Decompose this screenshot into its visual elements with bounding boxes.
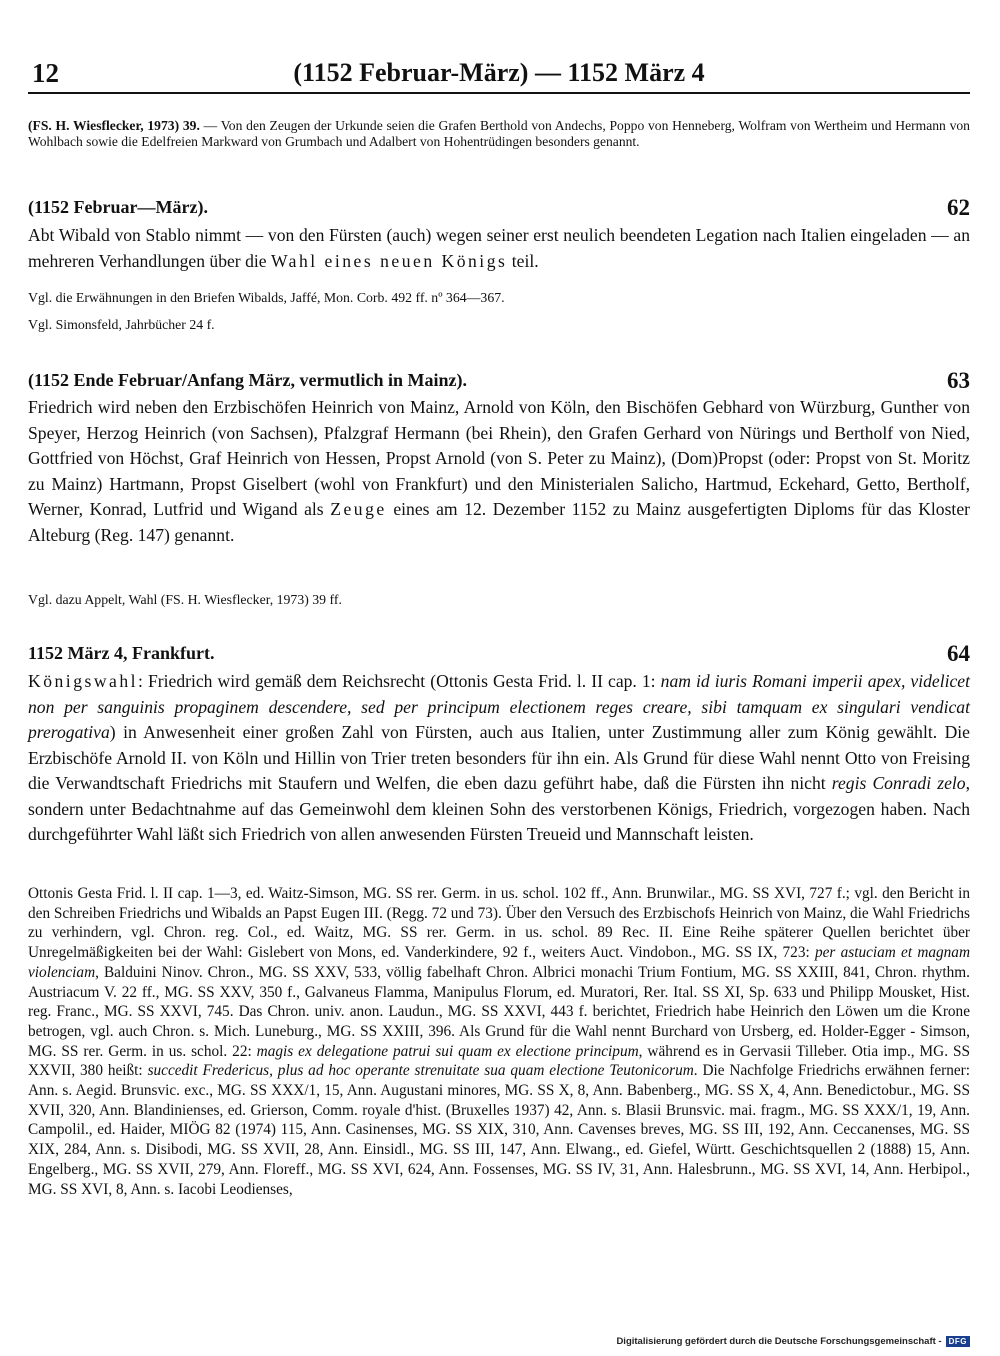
entry-text-part: ) in Anwesenheit einer großen Zahl von Fürsten, auch aus Italien, unter Zustimmung aller zum König gewählt. Die Erzbischöfe Arnold II. von Köln und Hillin von Trier treten besonders für ihn ein. Als Grund für diese Wahl nennt Otto von Freising die Verwandtschaft Friedrichs mit Staufern und Welfen, die eben dazu geführt habe, daß die Fürsten ihn nicht [28,722,970,793]
entry-number: 64 [947,641,970,666]
entry-spaced-text: Königswahl [28,671,139,691]
entry-text-part: : Friedrich wird gemäß dem Reichsrecht (Ottonis Gesta Frid. l. II cap. 1: [138,671,661,691]
entry-64-text [28,669,970,848]
entry-date: 1152 März 4, Frankfurt. [28,643,215,663]
sources-text: Ottonis Gesta Frid. l. II cap. 1—3, ed. Waitz-Simson, MG. SS rer. Germ. in us. schol. 102 ff., Ann. Brunwilar., MG. SS XVI, 727 f.; vgl. den Bericht in den Schreiben Friedrichs und Wibalds an Papst Eugen III. (Regg. 72 und 73). Über den Versuch des Erzbischofs Heinrich von Mainz, die Wahl Friedrichs zu verhindern, vgl. Chron. reg. Col., ed. Waitz, MG. SS rer. Germ. in us. schol. 89 Rec. II. Eine Reihe späterer Quellen berichtet über Unregelmäßigkeiten bei der Wahl: Gislebert von Mons, ed. Vanderkindere, 92 f., weiters Auct. Vindobon., MG. SS IX, 723: [28,885,970,962]
entry-63-note-1: Vgl. dazu Appelt, Wahl (FS. H. Wiesflecker, 1973) 39 ff. [28,592,342,607]
running-title: (1152 Februar-März) — 1152 März 4 [293,58,705,87]
latin-quote: succedit Fredericus, plus ad hoc operante strenuitate sua quam electione Teutonicorum [147,1062,694,1080]
entry-63-heading [28,370,970,396]
entry-spaced-text: Zeuge [330,499,387,519]
entry-text-part: eines am 12. Dezember 1152 zu Mainz ausgefertigten Diploms für das Kloster Alteburg (Reg. 147) genannt. [28,499,970,545]
sources-text: . Die Nachfolge Friedrichs erwähnen ferner: Ann. s. Aegid. Brunsvic. exc., MG. SS XXX/1, 15, Ann. Augustani minores, MG. SS X, 8, Ann. Babenberg., MG. SS X, 4, Ann. Benedictobur., MG. SS XVII, 320, Ann. Blandinienses, ed. Grierson, Comm. royale d'hist. (Bruxelles 1937) 42, Ann. s. Blasii Brunsvic. mai. fragm., MG. SS XXX/1, 19, Ann. Campolil., ed. Haider, MIÖG 82 (1974) 115, Ann. Casinenses, MG. SS XIX, 310, Ann. Cavenses breves, MG. SS III, 192, Ann. Ceccanenses, MG. SS XIX, 284, Ann. s. Disibodi, MG. SS XVII, 28, Ann. Einsidl., MG. SS III, 147, Ann. Elwang., ed. Giefel, Württ. Geschichtsquellen 2 (1888) 15, Ann. Engelberg., MG. SS XVII, 279, Ann. Floreff., MG. SS XVI, 624, Ann. Fossenses, MG. SS IV, 31, Ann. Halesbrunn., MG. SS XVI, 14, Ann. Herbipol., MG. SS XVI, 8, Ann. s. Iacobi Leodienses, [28,1062,970,1198]
entry-number: 62 [947,195,970,220]
preceding-note-text: — Von den Zeugen der Urkunde seien die Grafen Berthold von Andechs, Poppo von Henneberg, Wolfram von Wertheim und Hermann von Wohlbach sowie die Edelfreien Markward von Grumbach und Adalbert von Hohentrüdingen besonders genannt. [28,118,970,149]
entry-64-heading [28,643,970,669]
entry-date: (1152 Ende Februar/Anfang März, vermutlich in Mainz). [28,370,467,390]
page-header [28,58,970,94]
sources-text: , während es in Gervasii Tilleber. Otia imp., MG. SS XXVII, 380 heißt: [28,1042,970,1080]
latin-quote: per astuciam et magnam violenciam [28,944,971,981]
entry-text-part: Abt Wibald von Stablo nimmt — von den Fürsten (auch) wegen seiner erst neulich beendeten Legation nach Italien eingeladen — an mehreren Verhandlungen über die [28,225,970,271]
entry-date: (1152 Februar—März). [28,197,208,217]
footer-credit [616,1336,970,1347]
latin-quote: nam id iuris Romani imperii apex, videlicet non per sanguinis propaginem descendere, sed per principum electionem reges creare, sibi tamquam ex singulari vendicat prerogativa [28,671,970,742]
entry-number: 63 [947,368,970,393]
dfg-logo-icon: DFG [946,1336,970,1347]
entry-text-part: Friedrich wird neben den Erzbischöfen Heinrich von Mainz, Arnold von Köln, den Bischöfen Gebhard von Würzburg, Gunther von Speyer, Herzog Heinrich (von Sachsen), Pfalzgraf Hermann (bei Rhein), den Grafen Gerhard von Nürings und Bertholf von Nied, Gottfried von Höchst, Graf Heinrich von Hessen, Propst Arnold (von S. Peter zu Mainz), (Dom)Propst (oder: Propst von St. Moritz zu Mainz) Hartmann, Propst Giselbert (wohl von Frankfurt) und den Ministerialen Salicho, Hartmud, Eckehard, Getto, Bertholf, Werner, Konrad, Lutfrid und Wigand als [28,397,970,519]
entry-spaced-text: Wahl eines neuen Königs [270,250,508,271]
preceding-note [28,118,970,149]
entry-text-part: , sondern unter Bedachtnahme auf das Gemeinwohl dem kleinen Sohn des verstorbenen Königs, Friedrich, vorgezogen haben. Nach durchgeführter Wahl läßt sich Friedrich von allen anwesenden Fürsten Treueid und Mannschaft leisten. [28,773,970,844]
entry-62-note-1: Vgl. die Erwähnungen in den Briefen Wibalds, Jaffé, Mon. Corb. 492 ff. nº 364—367. [28,290,505,305]
latin-quote: magis ex delegatione patrui sui quam ex electione principum [256,1042,639,1060]
latin-quote: regis Conradi zelo [831,773,966,793]
sources-text: , Balduini Ninov. Chron., MG. SS XXV, 533, völlig fabelhaft Chron. Albrici monachi Trium Fontium, MG. SS XXIII, 841, Chron. rhythm. Austriacum V. 22 ff., MG. SS XXV, 350 f., Galvaneus Flamma, Manipulus Florum, ed. Muratori, Rer. Ital. SS XI, Sp. 633 und Philipp Mousket, Hist. reg. Franc., MG. SS XXVI, 745. Das Chron. univ. anon. Laudun., MG. SS XXVI, 443 f. berichtet, Friedrich habe Heinrich den Löwen um die Krone betrogen, vgl. auch Chron. s. Mich. Luneburg., MG. SS XXIII, 396. Als Grund für die Wahl nennt Burchard von Ursberg, ed. Holder-Egger - Simson, MG. SS rer. Germ. in us. schol. 22: [28,963,970,1060]
entry-62-heading [28,197,970,223]
entry-62-text [28,223,970,274]
entry-text-part: teil. [507,250,539,271]
preceding-note-lead: (FS. H. Wiesflecker, 1973) 39. [28,118,200,133]
entry-62-note-2: Vgl. Simonsfeld, Jahrbücher 24 f. [28,317,215,332]
page-number: 12 [32,58,59,88]
footer-credit-text: Digitalisierung gefördert durch die Deutsche Forschungsgemeinschaft - [616,1336,942,1347]
entry-64-sources [28,884,970,1199]
entry-63-text [28,395,970,548]
